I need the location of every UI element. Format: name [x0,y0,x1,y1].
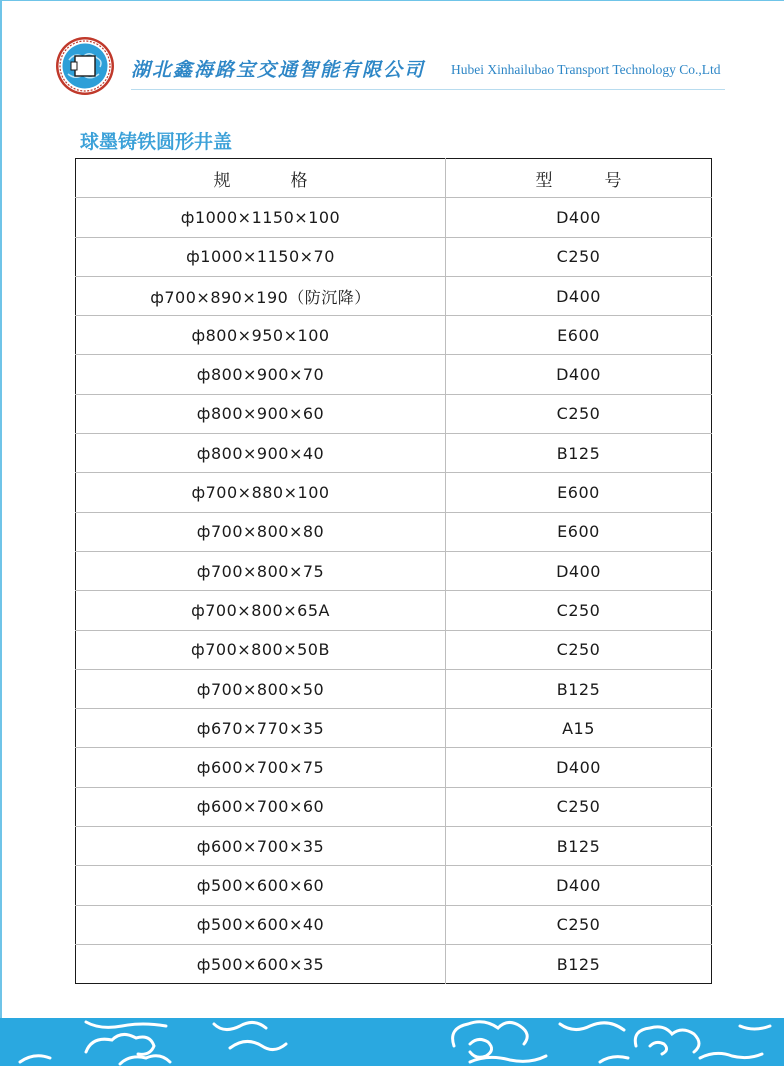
table-row [76,787,712,826]
section-title: 球墨铸铁圆形井盖 [80,131,233,153]
spec-cell: ф600×700×60 [76,787,446,826]
table-row [76,394,712,433]
model-cell: E600 [446,512,712,551]
model-cell: D400 [446,198,712,237]
table-row [76,866,712,905]
table-row [76,237,712,276]
manhole-cover-spec-table [75,158,712,984]
table-row [76,276,712,315]
model-cell: B125 [446,827,712,866]
table-row [76,551,712,590]
model-cell: C250 [446,394,712,433]
company-name-chinese: 湖北鑫海路宝交通智能有限公司 [131,59,426,81]
spec-cell: ф700×880×100 [76,473,446,512]
spec-cell: ф600×700×75 [76,748,446,787]
model-cell: A15 [446,709,712,748]
table-row [76,355,712,394]
company-logo-icon [55,36,115,96]
table-row [76,709,712,748]
model-cell: E600 [446,316,712,355]
table-row [76,748,712,787]
spec-cell: ф600×700×35 [76,827,446,866]
table-row [76,944,712,983]
model-cell: D400 [446,551,712,590]
company-name-english: Hubei Xinhailubao Transport Technology Co.,Ltd [451,62,721,77]
spec-cell: ф700×800×50B [76,630,446,669]
table-row [76,669,712,708]
table-row [76,512,712,551]
model-cell: C250 [446,905,712,944]
column-header-spec: 规 格 [76,159,446,198]
table-row [76,591,712,630]
table-row [76,827,712,866]
spec-cell: ф1000×1150×100 [76,198,446,237]
spec-cell: ф500×600×40 [76,905,446,944]
spec-cell: ф500×600×35 [76,944,446,983]
table-row [76,198,712,237]
spec-cell: ф800×900×70 [76,355,446,394]
table-row [76,905,712,944]
spec-cell: ф700×800×75 [76,551,446,590]
model-cell: B125 [446,669,712,708]
model-cell: D400 [446,748,712,787]
table-body [76,198,712,984]
model-cell: C250 [446,591,712,630]
spec-cell: ф800×900×60 [76,394,446,433]
model-cell: D400 [446,866,712,905]
column-header-model: 型 号 [446,159,712,198]
spec-cell: ф1000×1150×70 [76,237,446,276]
spec-cell: ф800×950×100 [76,316,446,355]
spec-cell: ф500×600×60 [76,866,446,905]
table-header-row [76,159,712,198]
spec-cell: ф670×770×35 [76,709,446,748]
model-cell: D400 [446,355,712,394]
model-cell: B125 [446,434,712,473]
page-left-border [0,0,2,1066]
spec-cell: ф800×900×40 [76,434,446,473]
table-row [76,473,712,512]
model-cell: D400 [446,276,712,315]
page-header [0,0,784,100]
model-cell: C250 [446,237,712,276]
cloud-pattern-icon [0,1018,784,1066]
spec-cell: ф700×890×190（防沉降） [76,276,446,315]
model-cell: E600 [446,473,712,512]
spec-cell: ф700×800×65A [76,591,446,630]
spec-cell: ф700×800×80 [76,512,446,551]
model-cell: C250 [446,630,712,669]
model-cell: B125 [556,954,601,974]
table-row [76,434,712,473]
model-cell: C250 [446,787,712,826]
header-divider [131,89,725,90]
table-row [76,316,712,355]
spec-cell: ф700×800×50 [76,669,446,708]
table-row [76,630,712,669]
